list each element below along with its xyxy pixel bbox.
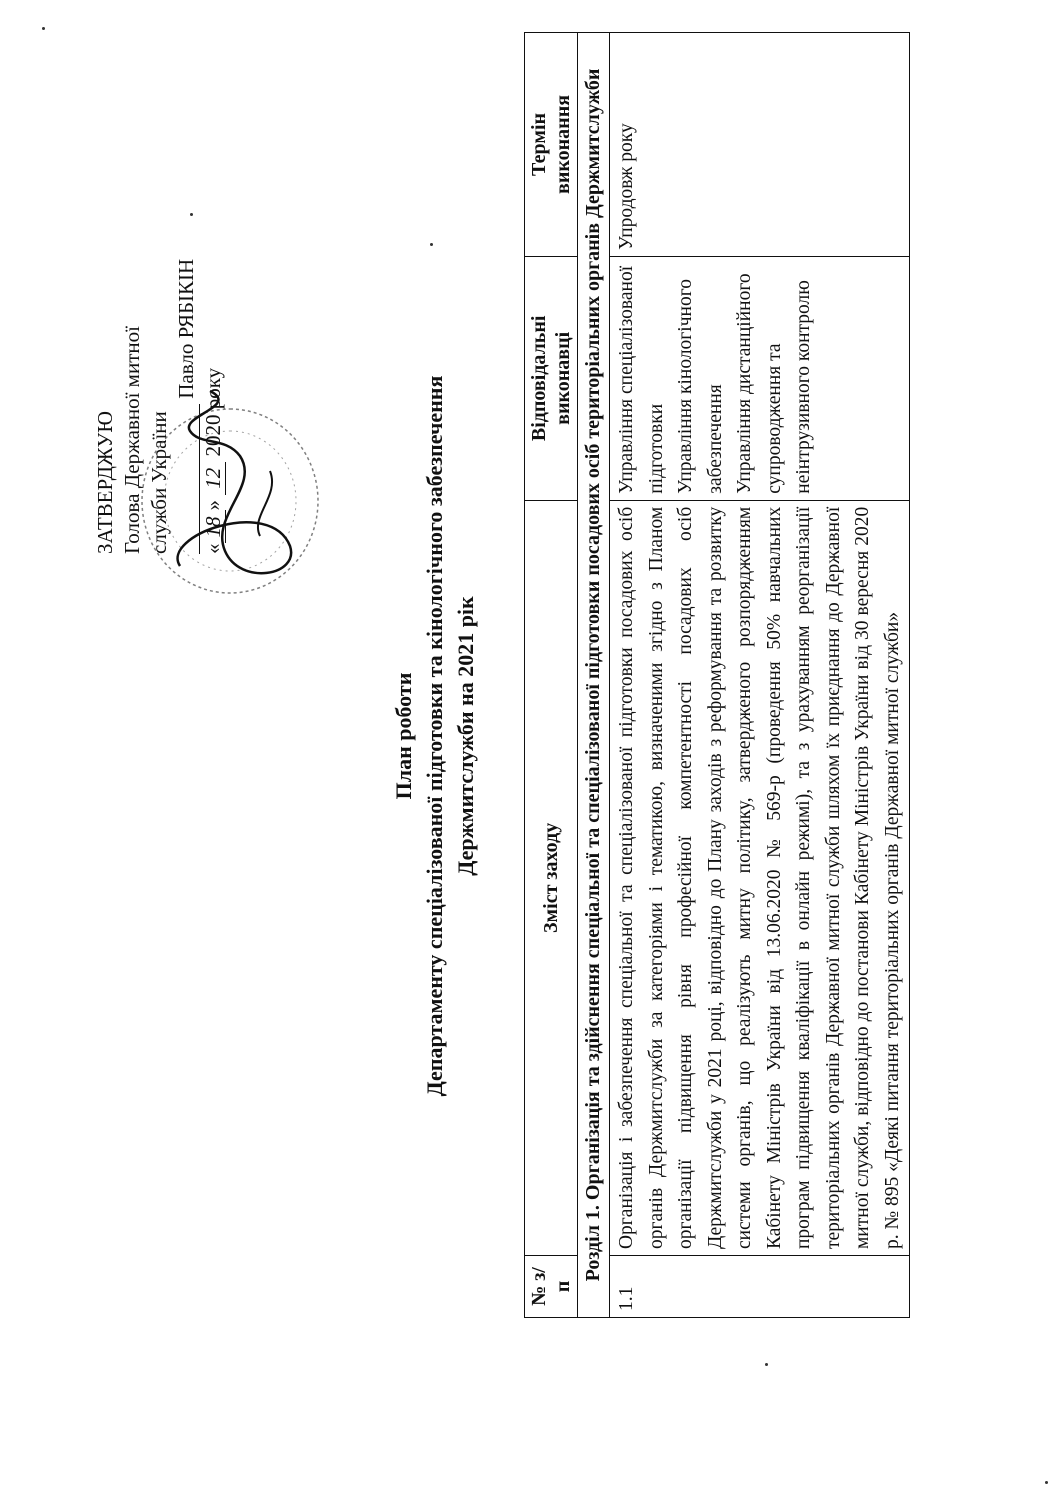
- work-plan-table: [524, 32, 910, 1318]
- header-term: Термін виконання: [525, 33, 578, 257]
- header-number: № з/п: [525, 1256, 578, 1318]
- row-term: Упродовж року: [610, 33, 910, 257]
- approval-position-line2: служби України: [147, 411, 171, 554]
- section-title: Розділ 1. Організація та здійснення спеціальної та спеціалізованої підготовки посадових осіб територіальних органів Держмитслужби: [578, 33, 610, 1318]
- approval-date-month: 12: [201, 462, 226, 495]
- approval-date-day: 18: [201, 511, 226, 544]
- approval-signer: Павло РЯБІКІН: [174, 258, 198, 399]
- responsible-item: Управління дистанційного супроводження та неінтрузивного контролю: [734, 273, 814, 494]
- approval-date: «18» 12 2020 року: [201, 367, 225, 554]
- section-row: [578, 33, 610, 1318]
- row-content: Організація і забезпечення спеціальної та спеціалізованої підготовки посадових осіб органів Держмитслужби за категоріями і тематикою, визначеними згідно з Планом організації підвищення рівня професійної компетентності посадових осіб Держмитслужби у 2021 році, відповідно до Плану заходів з реформування та розвитку системи органів, що реалізують митну політику, затвердженого розпорядженням Кабінету Міністрів України від 13.06.2020 № 569-р (проведення 50% навчальних програм підвищення кваліфікації в онлайн режимі), та з урахуванням реорганізації територіальних органів Державної митної служби шляхом їх приєднання до Державної митної служби, відповідно до постанови Кабінету Міністрів України від 30 вересня 2020 р. № 895 «Деякі питання територіальних органів Державної митної служби»: [610, 500, 910, 1255]
- scan-speck: [765, 1363, 768, 1366]
- document-title: [388, 236, 481, 1236]
- title-line-2: Департаменту спеціалізованої підготовки та кінологічного забезпечення: [422, 375, 447, 1097]
- scan-speck: [190, 213, 193, 216]
- table-header-row: [525, 33, 578, 1318]
- row-responsible: [610, 256, 910, 500]
- header-responsible: Відповідальні виконавці: [525, 256, 578, 500]
- approval-block: [92, 214, 227, 554]
- title-line-3: Держмитслужби на 2021 рік: [453, 596, 478, 876]
- approval-heading: ЗАТВЕРДЖУЮ: [93, 411, 117, 554]
- scan-speck: [430, 243, 433, 246]
- approval-position-line1: Голова Державної митної: [120, 326, 144, 554]
- table-row: [610, 33, 910, 1318]
- approval-date-year: 2020 року: [201, 367, 225, 457]
- header-content: Зміст заходу: [525, 500, 578, 1255]
- scan-speck: [42, 27, 45, 30]
- signature-underline: [181, 404, 200, 554]
- scan-speck: [1045, 1481, 1048, 1484]
- row-number: 1.1: [610, 1256, 910, 1318]
- title-line-1: План роботи: [391, 672, 416, 800]
- responsible-item: Управління спеціалізованої підготовки: [616, 265, 667, 494]
- approval-signature-line: [173, 214, 200, 554]
- responsible-item: Управління кінологічного забезпечення: [675, 279, 726, 494]
